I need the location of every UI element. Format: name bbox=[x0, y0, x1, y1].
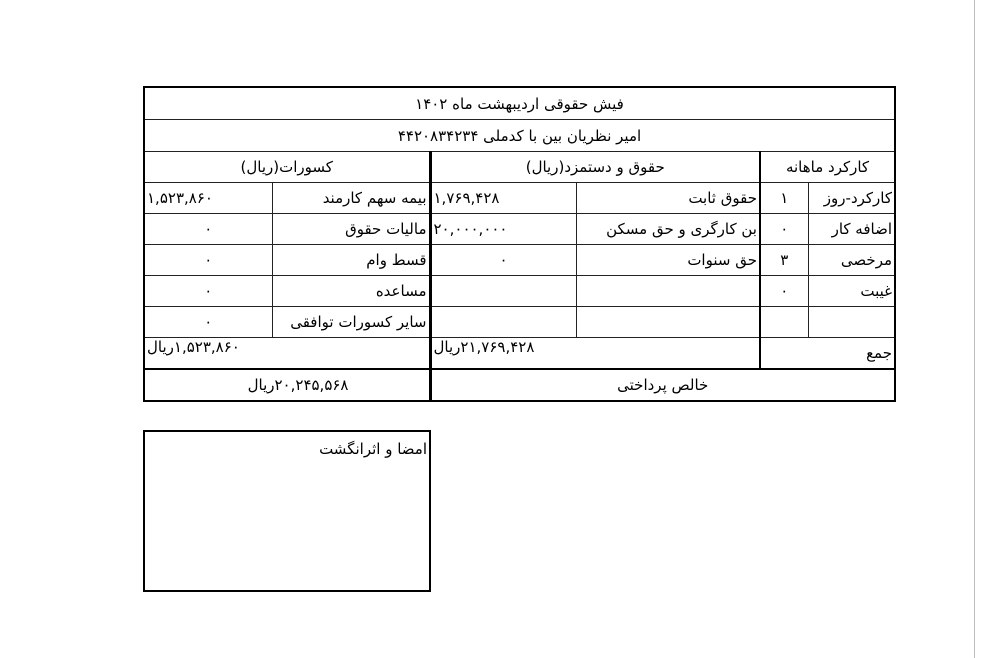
deduction-label: قسط وام bbox=[272, 245, 430, 276]
deduction-label: سایر کسورات توافقی bbox=[272, 307, 430, 338]
work-value: ۰ bbox=[760, 276, 808, 307]
table-row bbox=[144, 214, 895, 245]
work-label: اضافه کار bbox=[808, 214, 895, 245]
deduction-value: ۰ bbox=[144, 307, 272, 338]
deduction-value: ۰ bbox=[144, 245, 272, 276]
work-value: ۱ bbox=[760, 183, 808, 214]
deduction-value: ۰ bbox=[144, 214, 272, 245]
signature-box bbox=[143, 430, 431, 592]
deduction-value: ۱,۵۲۳,۸۶۰ bbox=[144, 183, 272, 214]
earning-label: حقوق ثابت bbox=[576, 183, 760, 214]
total-deductions: ۱,۵۲۳,۸۶۰ریال bbox=[144, 338, 430, 370]
net-pay-label: خالص پرداختی bbox=[430, 369, 895, 401]
work-label: غیبت bbox=[808, 276, 895, 307]
deduction-label: مساعده bbox=[272, 276, 430, 307]
earning-value bbox=[430, 276, 576, 307]
deduction-label: مالیات حقوق bbox=[272, 214, 430, 245]
payslip-table bbox=[143, 86, 896, 402]
deduction-label: بیمه سهم کارمند bbox=[272, 183, 430, 214]
work-value: ۳ bbox=[760, 245, 808, 276]
table-row bbox=[144, 245, 895, 276]
work-label: مرخصی bbox=[808, 245, 895, 276]
net-pay-value: ۲۰,۲۴۵,۵۶۸ریال bbox=[144, 369, 430, 401]
total-earnings: ۲۱,۷۶۹,۴۲۸ریال bbox=[430, 338, 760, 370]
table-row bbox=[144, 276, 895, 307]
earning-value: ۲۰,۰۰۰,۰۰۰ bbox=[430, 214, 576, 245]
page-edge-line bbox=[974, 0, 975, 658]
net-row bbox=[144, 369, 895, 401]
deduction-value: ۰ bbox=[144, 276, 272, 307]
earnings-section-header: حقوق و دستمزد(ریال) bbox=[430, 152, 760, 183]
earning-label: حق سنوات bbox=[576, 245, 760, 276]
work-section-header: کارکرد ماهانه bbox=[760, 152, 895, 183]
earning-label: بن کارگری و حق مسکن bbox=[576, 214, 760, 245]
deductions-section-header: کسورات(ریال) bbox=[144, 152, 430, 183]
table-row bbox=[144, 183, 895, 214]
work-value: ۰ bbox=[760, 214, 808, 245]
totals-label: جمع bbox=[760, 338, 895, 370]
signature-label: امضا و اثرانگشت bbox=[319, 440, 427, 458]
earning-value: ۰ bbox=[430, 245, 576, 276]
totals-row bbox=[144, 338, 895, 370]
earning-label bbox=[576, 307, 760, 338]
earning-value bbox=[430, 307, 576, 338]
table-row bbox=[144, 307, 895, 338]
work-label: کارکرد-روز bbox=[808, 183, 895, 214]
work-label bbox=[808, 307, 895, 338]
earning-value: ۱,۷۶۹,۴۲۸ bbox=[430, 183, 576, 214]
earning-label bbox=[576, 276, 760, 307]
payslip-title: فیش حقوقی اردیبهشت ماه ۱۴۰۲ bbox=[144, 87, 895, 120]
work-value bbox=[760, 307, 808, 338]
employee-info: امیر نظریان بین با کدملی ۴۴۲۰۸۳۴۲۳۴ bbox=[144, 120, 895, 152]
